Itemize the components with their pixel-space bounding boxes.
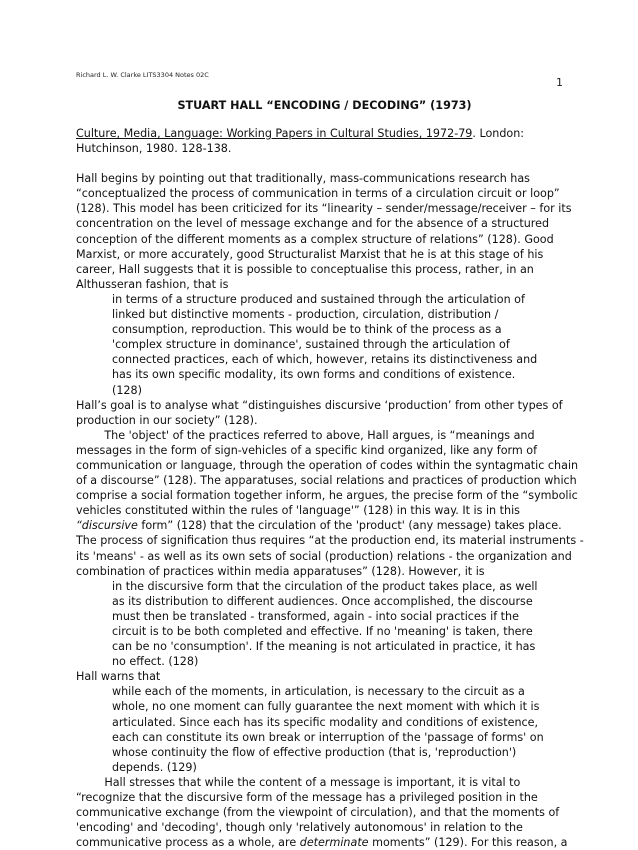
text-line: depends. (129) [112,760,197,774]
italic-term: determinate [299,836,369,850]
text-line: 'complex structure in dominance', sustained through the articulation of [112,338,510,352]
text-line: (128). This model has been criticized for its “linearity – sender/message/receiver – for its [76,202,572,216]
paragraph-1 [76,171,573,292]
text-line: concentration on the level of message exchange and for the absence of a structured [76,217,550,231]
text-line: while each of the moments, in articulation, is necessary to the circuit as a [112,685,525,699]
text-line: communication or language, through the operation of codes within the syntagmatic chain [76,458,579,472]
page-number: 1 [556,76,563,89]
text-line: whole, no one moment can fully guarantee the next moment with which it is [112,700,540,714]
citation-line-1 [76,126,573,141]
text-line: vehicles constituted within the rules of 'language'” (128) in this way. It is in this [76,504,520,518]
running-head: Richard L. W. Clarke LITS3304 Notes 02C [76,71,209,79]
text-line: “conceptualized the process of communication in terms of a circulation circuit or loop” [76,187,560,201]
paragraph-3-italic-line: “discursive form” (128) that the circulation of the 'product' (any message) takes place. [76,519,562,533]
paragraph-3 [76,428,584,579]
document-title: STUART HALL “ENCODING / DECODING” (1973) [177,99,472,112]
text-line: Marxist, or more accurately, good Structuralist Marxist that he is at this stage of his [76,247,544,261]
text-line: production in our society” (128). [76,413,258,427]
text-line: messages in the form of sign-vehicles of a specific kind organized, like any form of [76,443,538,457]
text-line: Hall stresses that while the content of a message is important, it is vital to [76,775,521,789]
paragraph-4: Hall warns that [76,670,161,684]
paragraph-3-first-line: The 'object' of the practices referred to above, Hall argues, is “meanings and [76,428,535,442]
paragraph-2 [76,398,573,428]
text-line: Althusseran fashion, that is [76,277,229,291]
text-line: whose continuity the flow of effective production (that is, 'reproduction') [112,745,517,759]
paragraph-5-last-line: communicative process as a whole, are determinate moments” (129). For this reason, a [76,836,568,850]
paragraph-3-lines-after [76,533,584,578]
block-quote-1 [76,292,573,398]
text-line: articulated. Since each has its specific modality and conditions of existence, [112,715,539,729]
text-line: Hall’s goal is to analyse what “distinguishes discursive ‘production’ from other types of [76,398,563,412]
text-line: its 'means' - as well as its own sets of social (production) relations - the organization and [76,549,572,563]
paragraph-5-lines [76,775,573,835]
text-line: in terms of a structure produced and sustained through the articulation of [112,292,525,306]
text-line: Hall begins by pointing out that traditionally, mass-communications research has [76,172,530,186]
text-line: (128) [112,383,142,397]
document-body [76,126,584,850]
text-line: must then be translated - transformed, again - into social practices if the [112,609,519,623]
text-line: linked but distinctive moments - production, circulation, distribution / [112,308,499,322]
block-quote-2 [76,579,573,670]
paragraph-3-lines [76,443,579,518]
book-title: Culture, Media, Language: Working Papers in Cultural Studies, 1972-79 [76,127,473,140]
text-line: of a discourse” (128). The apparatuses, social relations and practices of production which [76,474,577,488]
text-line: each can constitute its own break or interruption of the 'passage of forms' on [112,730,544,744]
text-line: has its own specific modality, its own forms and conditions of existence. [112,368,516,382]
text-line: no effect. (128) [112,655,199,669]
text-line: in the discursive form that the circulation of the product takes place, as well [112,579,538,593]
text-line: circuit is to be both completed and effective. If no 'meaning' is taken, there [112,625,533,638]
text-line: The process of signification thus requires “at the production end, its material instruments - [76,534,584,548]
text-line: comprise a social formation together inform, he argues, the precise form of the “symbolic [76,489,578,503]
text-line: communicative exchange (from the viewpoint of circulation), and that the moments of [76,806,560,820]
text-line: can be no 'consumption'. If the meaning is not articulated in practice, it has [112,640,536,654]
citation-line-2: Hutchinson, 1980. 128-138. [76,142,232,156]
spacer [76,156,573,171]
text-line: “recognize that the discursive form of the message has a privileged position in the [76,791,538,805]
text-line: consumption, reproduction. This would be to think of the process as a [112,323,502,337]
text-line: connected practices, each of which, however, retains its distinctiveness and [112,353,538,367]
paragraph-5 [76,775,573,850]
citation-publisher: . London: [472,127,525,140]
text-line: conception of the different moments as a complex structure of relations” (128). Good [76,232,554,246]
italic-term: “discursive [76,519,138,533]
text-line: 'encoding' and 'decoding', though only 'relatively autonomous' in relation to the [76,821,523,835]
text-line: as its distribution to different audiences. Once accomplished, the discourse [112,594,533,608]
text-line: combination of practices within media apparatuses” (128). However, it is [76,564,485,578]
block-quote-3 [76,684,573,775]
text-line: career, Hall suggests that it is possible to conceptualise this process, rather, in an [76,262,534,276]
